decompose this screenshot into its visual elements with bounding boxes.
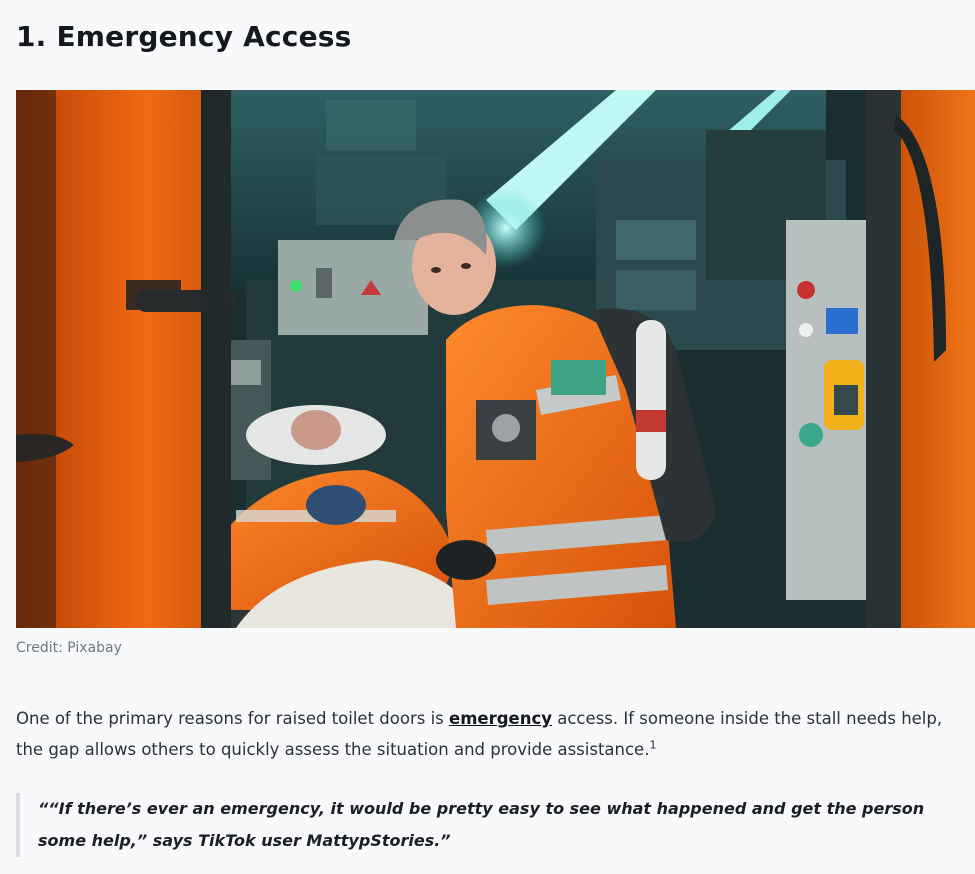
paragraph-text-start: One of the primary reasons for raised toilet doors is	[16, 709, 449, 728]
article-image	[16, 90, 975, 628]
pull-quote	[16, 793, 956, 857]
footnote-marker[interactable]: 1	[649, 738, 657, 752]
body-paragraph	[16, 703, 966, 765]
emergency-link[interactable]: emergency	[449, 709, 552, 728]
pull-quote-text: ““If there’s ever an emergency, it would be pretty easy to see what happened and get the person some help,” says TikTok user MattypStories.”	[38, 799, 925, 850]
section-heading: 1. Emergency Access	[16, 20, 352, 53]
paragraph-text-end: access. If someone inside the stall needs help, the gap allows others to quickly assess the situation and provide assistance.	[16, 709, 943, 759]
ambulance-paramedic-photo	[16, 90, 975, 628]
image-credit: Credit: Pixabay	[16, 640, 122, 656]
